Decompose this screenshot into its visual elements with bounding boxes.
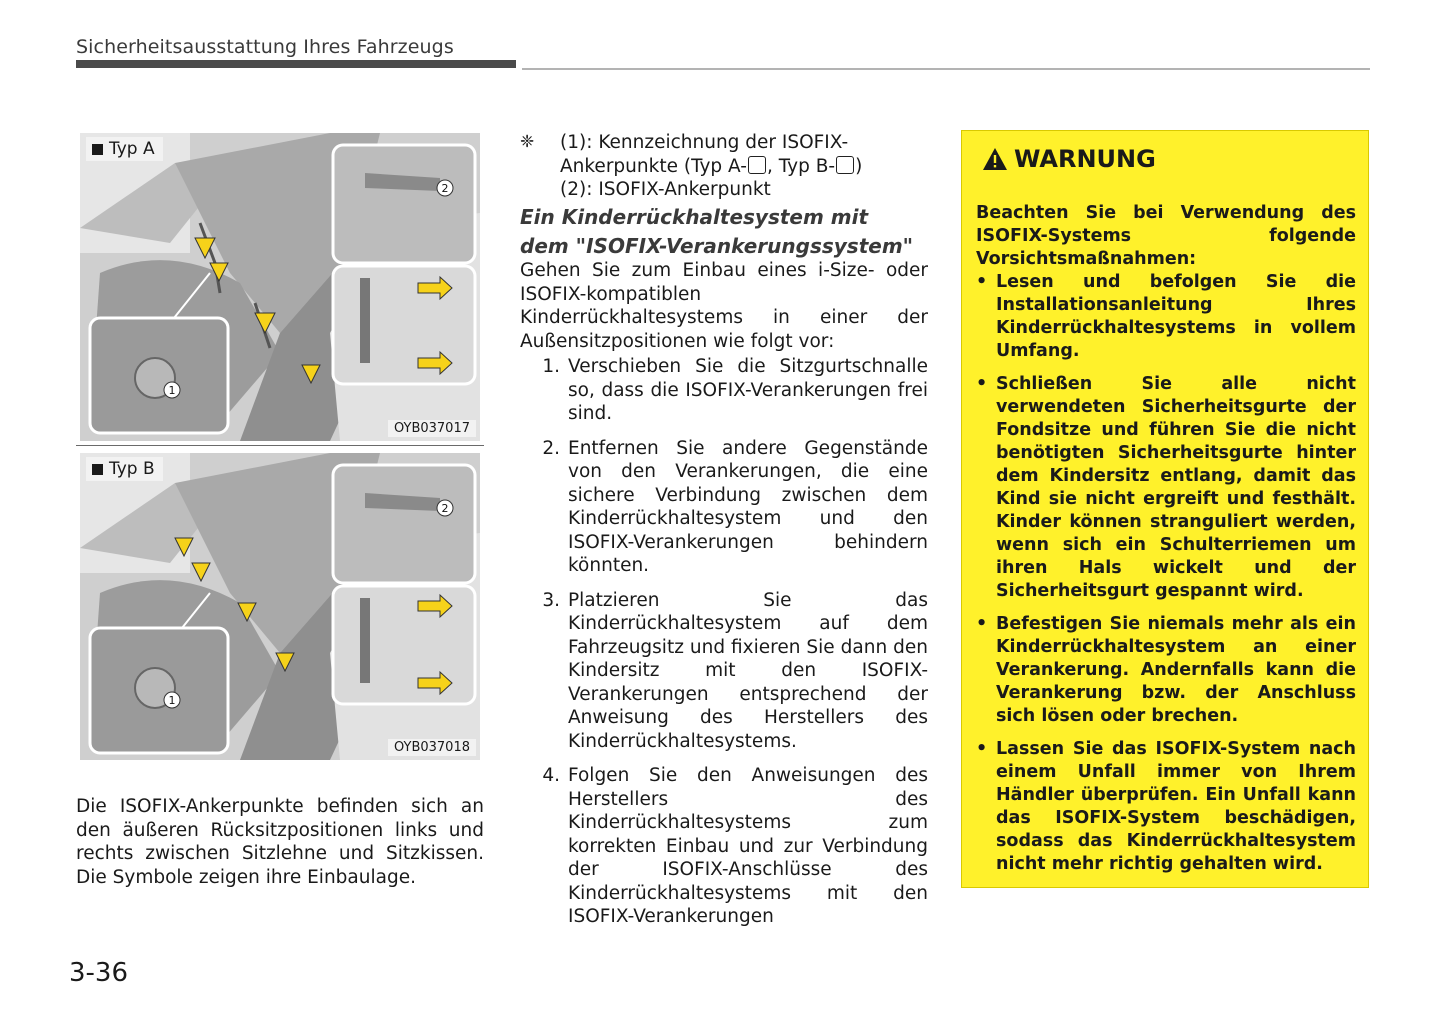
note-line-1-text-c: )	[855, 155, 863, 177]
svg-text:1: 1	[168, 694, 176, 707]
installation-steps	[520, 355, 928, 940]
warning-body	[976, 202, 1356, 886]
step-text: Platzieren Sie das Kinderrückhaltesystem auf dem Fahrzeugsitz und fixieren Sie dann den Kindersitz mit den ISOFIX-Verankerungen entsprechend der Anweisung des Herstellers des Kinderrückhaltesystems.	[568, 589, 928, 752]
warning-title: WARNUNG	[1014, 145, 1156, 173]
section-title	[520, 203, 928, 261]
step-number: 3.	[542, 589, 560, 611]
note-line-2: (2): ISOFIX-Ankerpunkt	[560, 179, 771, 200]
svg-text:2: 2	[441, 502, 449, 515]
figure-type-a	[80, 133, 480, 441]
note-symbol-icon: ❈	[520, 132, 535, 152]
figure-code-b: OYB037018	[388, 739, 476, 756]
warning-bullet-text: Schließen Sie alle nicht verwendeten Sicherheitsgurte der Fondsitze und führen Sie die nicht benötigten Sicherheitsgurte hinter dem Kindersitz entlang, damit das Kind sie nicht ergreift und festhält. Kinder können stranguliert werden, wenn sich ein Schulterriemen um ihren Hals wickelt und der Sicherheitsgurt gespannt wird.	[996, 374, 1356, 601]
figure-divider	[76, 445, 484, 446]
step-item	[520, 589, 928, 754]
warning-bullet-text: Lesen und befolgen Sie die Installationsanleitung Ihres Kinderrückhaltesystems in vollem Umfang.	[996, 272, 1356, 361]
page-number: 3-36	[69, 958, 129, 988]
isofix-symbol-type-a-icon	[748, 156, 766, 174]
warning-bullet-text: Lassen Sie das ISOFIX-System nach einem Unfall immer von Ihrem Händler überprüfen. Ein Unfall kann das ISOFIX-System beschädigen, sodass das Kinderrückhaltesystem nicht mehr richtig gehalten wird.	[996, 739, 1356, 874]
note-line-1	[560, 131, 928, 178]
step-number: 1.	[542, 356, 560, 377]
figure-label-text: Typ A	[109, 139, 155, 159]
svg-text:1: 1	[168, 384, 176, 397]
figure-label-text: Typ B	[109, 459, 155, 479]
warning-box	[961, 130, 1369, 888]
bullet-icon: •	[976, 374, 988, 394]
figure-code-a: OYB037017	[388, 420, 476, 437]
step-item	[520, 355, 928, 426]
warning-intro: Beachten Sie bei Verwendung des ISOFIX-Systems folgende Vorsichtsmaßnahmen:	[976, 203, 1356, 269]
step-number: 4.	[542, 765, 560, 786]
warning-bullet-text: Befestigen Sie niemals mehr als ein Kinderrückhaltesystem an einer Verankerung. Andernfalls kann die Verankerung bzw. der Anschluss sich lösen oder brechen.	[996, 614, 1356, 726]
header-rule-light	[522, 68, 1370, 70]
figure-label-type-b	[86, 457, 163, 481]
header-rule-dark	[76, 60, 516, 68]
step-item	[520, 437, 928, 578]
rear-seat-illustration-a	[80, 133, 480, 441]
warning-bullet	[976, 613, 1356, 728]
warning-bullet	[976, 271, 1356, 363]
warning-triangle-icon	[982, 147, 1008, 171]
square-bullet-icon	[92, 464, 103, 475]
figure-type-b	[80, 453, 480, 760]
step-item	[520, 764, 928, 929]
step-number: 2.	[542, 437, 560, 459]
svg-text:2: 2	[441, 182, 449, 195]
section-title-line-1: Ein Kinderrückhaltesystem mit	[520, 205, 869, 229]
section-title-line-2: dem "ISOFIX-Verankerungssystem"	[520, 234, 914, 258]
section-intro: Gehen Sie zum Einbau eines i-Size- oder ISOFIX-kompatiblen Kinderrückhaltesystems in einer der Außensitzpositionen wie folgt vor:	[520, 260, 928, 352]
figure-label-type-a	[86, 137, 163, 161]
note-line-1-text-b: , Typ B-	[766, 155, 836, 177]
isofix-location-paragraph: Die ISOFIX-Ankerpunkte befinden sich an den äußeren Rücksitzpositionen links und rechts zwischen Sitzlehne und Sitzkissen. Die Symbole zeigen ihre Einbaulage.	[76, 796, 484, 888]
square-bullet-icon	[92, 144, 103, 155]
warning-bullet	[976, 373, 1356, 603]
running-header-title: Sicherheitsausstattung Ihres Fahrzeugs	[76, 36, 454, 58]
step-text: Folgen Sie den Anweisungen des Herstellers des Kinderrückhaltesystems zum korrekten Einbau und zur Verbindung der ISOFIX-Anschlüsse des Kinderrückhaltesystems mit den ISOFIX-Verankerungen	[568, 765, 928, 927]
rear-seat-illustration-b	[80, 453, 480, 760]
bullet-icon: •	[976, 614, 988, 634]
isofix-symbol-type-b-icon	[836, 156, 854, 174]
warning-bullet	[976, 738, 1356, 876]
bullet-icon: •	[976, 272, 988, 292]
note-line-1-text-a: (1): Kennzeichnung der ISOFIX-Ankerpunkte (Typ A-	[560, 132, 849, 177]
figure-note	[520, 131, 928, 202]
step-text: Entfernen Sie andere Gegenstände von den Verankerungen, die eine sichere Verbindung zwischen dem Kinderrückhaltesystem und den ISOFIX-Verankerungen behindern könnten.	[568, 437, 928, 576]
step-text: Verschieben Sie die Sitzgurtschnalle so, dass die ISOFIX-Verankerungen frei sind.	[568, 356, 928, 424]
bullet-icon: •	[976, 739, 988, 759]
warning-heading	[982, 145, 1156, 173]
